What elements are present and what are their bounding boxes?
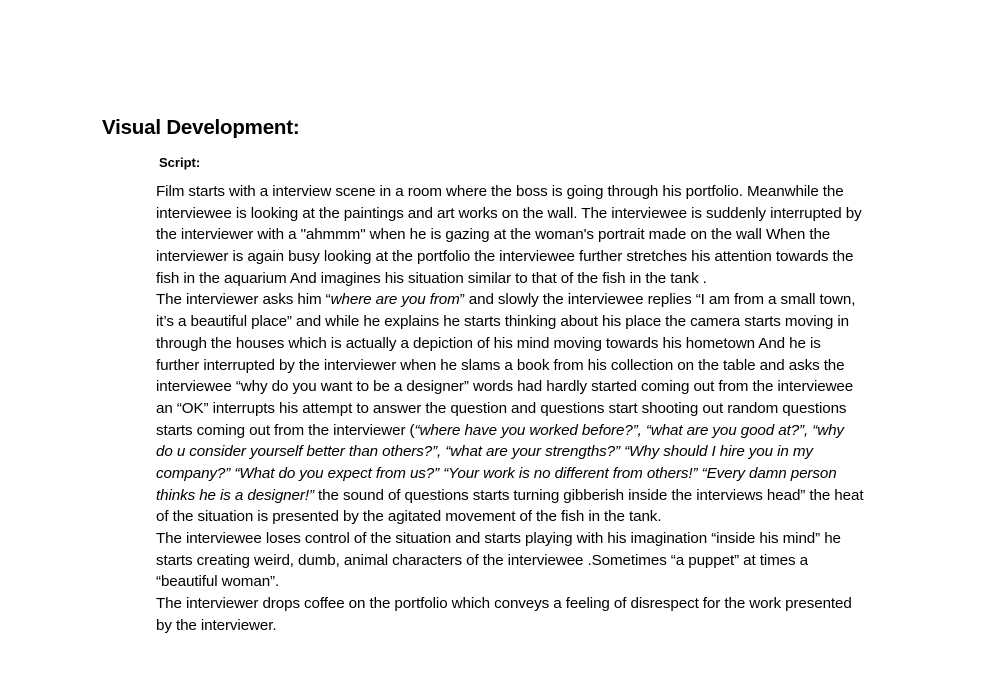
text-line (156, 420, 951, 442)
text-segment: The interviewer drops coffee on the portfolio which conveys a feeling of disrespect for the work presented (156, 595, 852, 613)
text-line (156, 181, 951, 203)
italic-text-segment: thinks he is a designer!” (156, 486, 314, 504)
italic-text-segment: do u consider yourself better than others?”, “what are your strengths?” “Why should I hire you in my (156, 443, 813, 461)
text-segment: fish in the aquarium And imagines his situation similar to that of the fish in the tank . (156, 269, 707, 287)
text-segment: of the situation is presented by the agitated movement of the fish in the tank. (156, 508, 662, 526)
text-line (156, 398, 951, 420)
text-line (156, 203, 951, 225)
italic-text-segment: company?” “What do you expect from us?” “Your work is no different from others!” “Every damn person (156, 464, 837, 482)
text-line (156, 571, 951, 593)
text-segment: the sound of questions starts turning gibberish inside the interviews head” the heat (313, 486, 864, 504)
text-line (156, 376, 951, 398)
italic-text-segment: where are you from (330, 291, 460, 309)
text-segment: by the interviewer. (156, 616, 277, 634)
text-segment: Film starts with a interview scene in a room where the boss is going through his portfolio. Meanwhile the (156, 183, 844, 200)
text-line (156, 224, 951, 246)
text-line (156, 289, 951, 311)
text-segment: the interviewer with a "ahmmm" when he is gazing at the woman's portrait made on the wall When the (156, 226, 831, 244)
text-line (156, 593, 951, 615)
text-line (156, 550, 951, 572)
page-title: Visual Development: (102, 116, 300, 139)
text-segment: The interviewee loses control of the situation and starts playing with his imagination “inside his mind” he (156, 530, 841, 547)
italic-text-segment: “where have you worked before?”, “what are you good at?”, “why (414, 421, 844, 439)
text-line (156, 311, 951, 333)
text-line (156, 355, 951, 377)
text-line (156, 333, 951, 355)
text-segment: starts coming out from the interviewer ( (156, 421, 415, 439)
text-segment: interviewee “why do you want to be a designer” words had hardly started coming out from the interviewee (156, 378, 854, 396)
text-line (156, 463, 951, 485)
text-line (156, 268, 951, 290)
text-segment: starts creating weird, dumb, animal characters of the interviewee .Sometimes “a puppet” at times a (156, 551, 808, 569)
text-segment: The interviewer asks him “ (156, 291, 331, 309)
text-segment: interviewer is again busy looking at the portfolio the interviewee further stretches his attention towards the (156, 248, 854, 266)
text-line (156, 506, 951, 528)
text-line (156, 441, 951, 463)
text-segment: “beautiful woman”. (156, 573, 280, 591)
text-segment: through the houses which is actually a depiction of his mind moving towards his hometown And he is (156, 334, 821, 352)
text-segment: ” and slowly the interviewee replies “I am from a small town, (459, 291, 856, 309)
text-segment: an “OK” interrupts his attempt to answer the question and questions start shooting out random questions (156, 399, 847, 417)
text-segment: interviewee is looking at the paintings and art works on the wall. The interviewee is suddenly interrupted by (156, 204, 862, 222)
text-line (156, 485, 951, 507)
text-line (156, 246, 951, 268)
text-line (156, 615, 951, 637)
text-segment: further interrupted by the interviewer when he slams a book from his collection on the table and asks the (156, 356, 845, 374)
section-subheading: Script: (159, 155, 201, 170)
text-line (156, 528, 951, 550)
script-body-text (156, 181, 951, 636)
text-segment: it’s a beautiful place” and while he explains he starts thinking about his place the camera starts moving in (156, 313, 850, 331)
